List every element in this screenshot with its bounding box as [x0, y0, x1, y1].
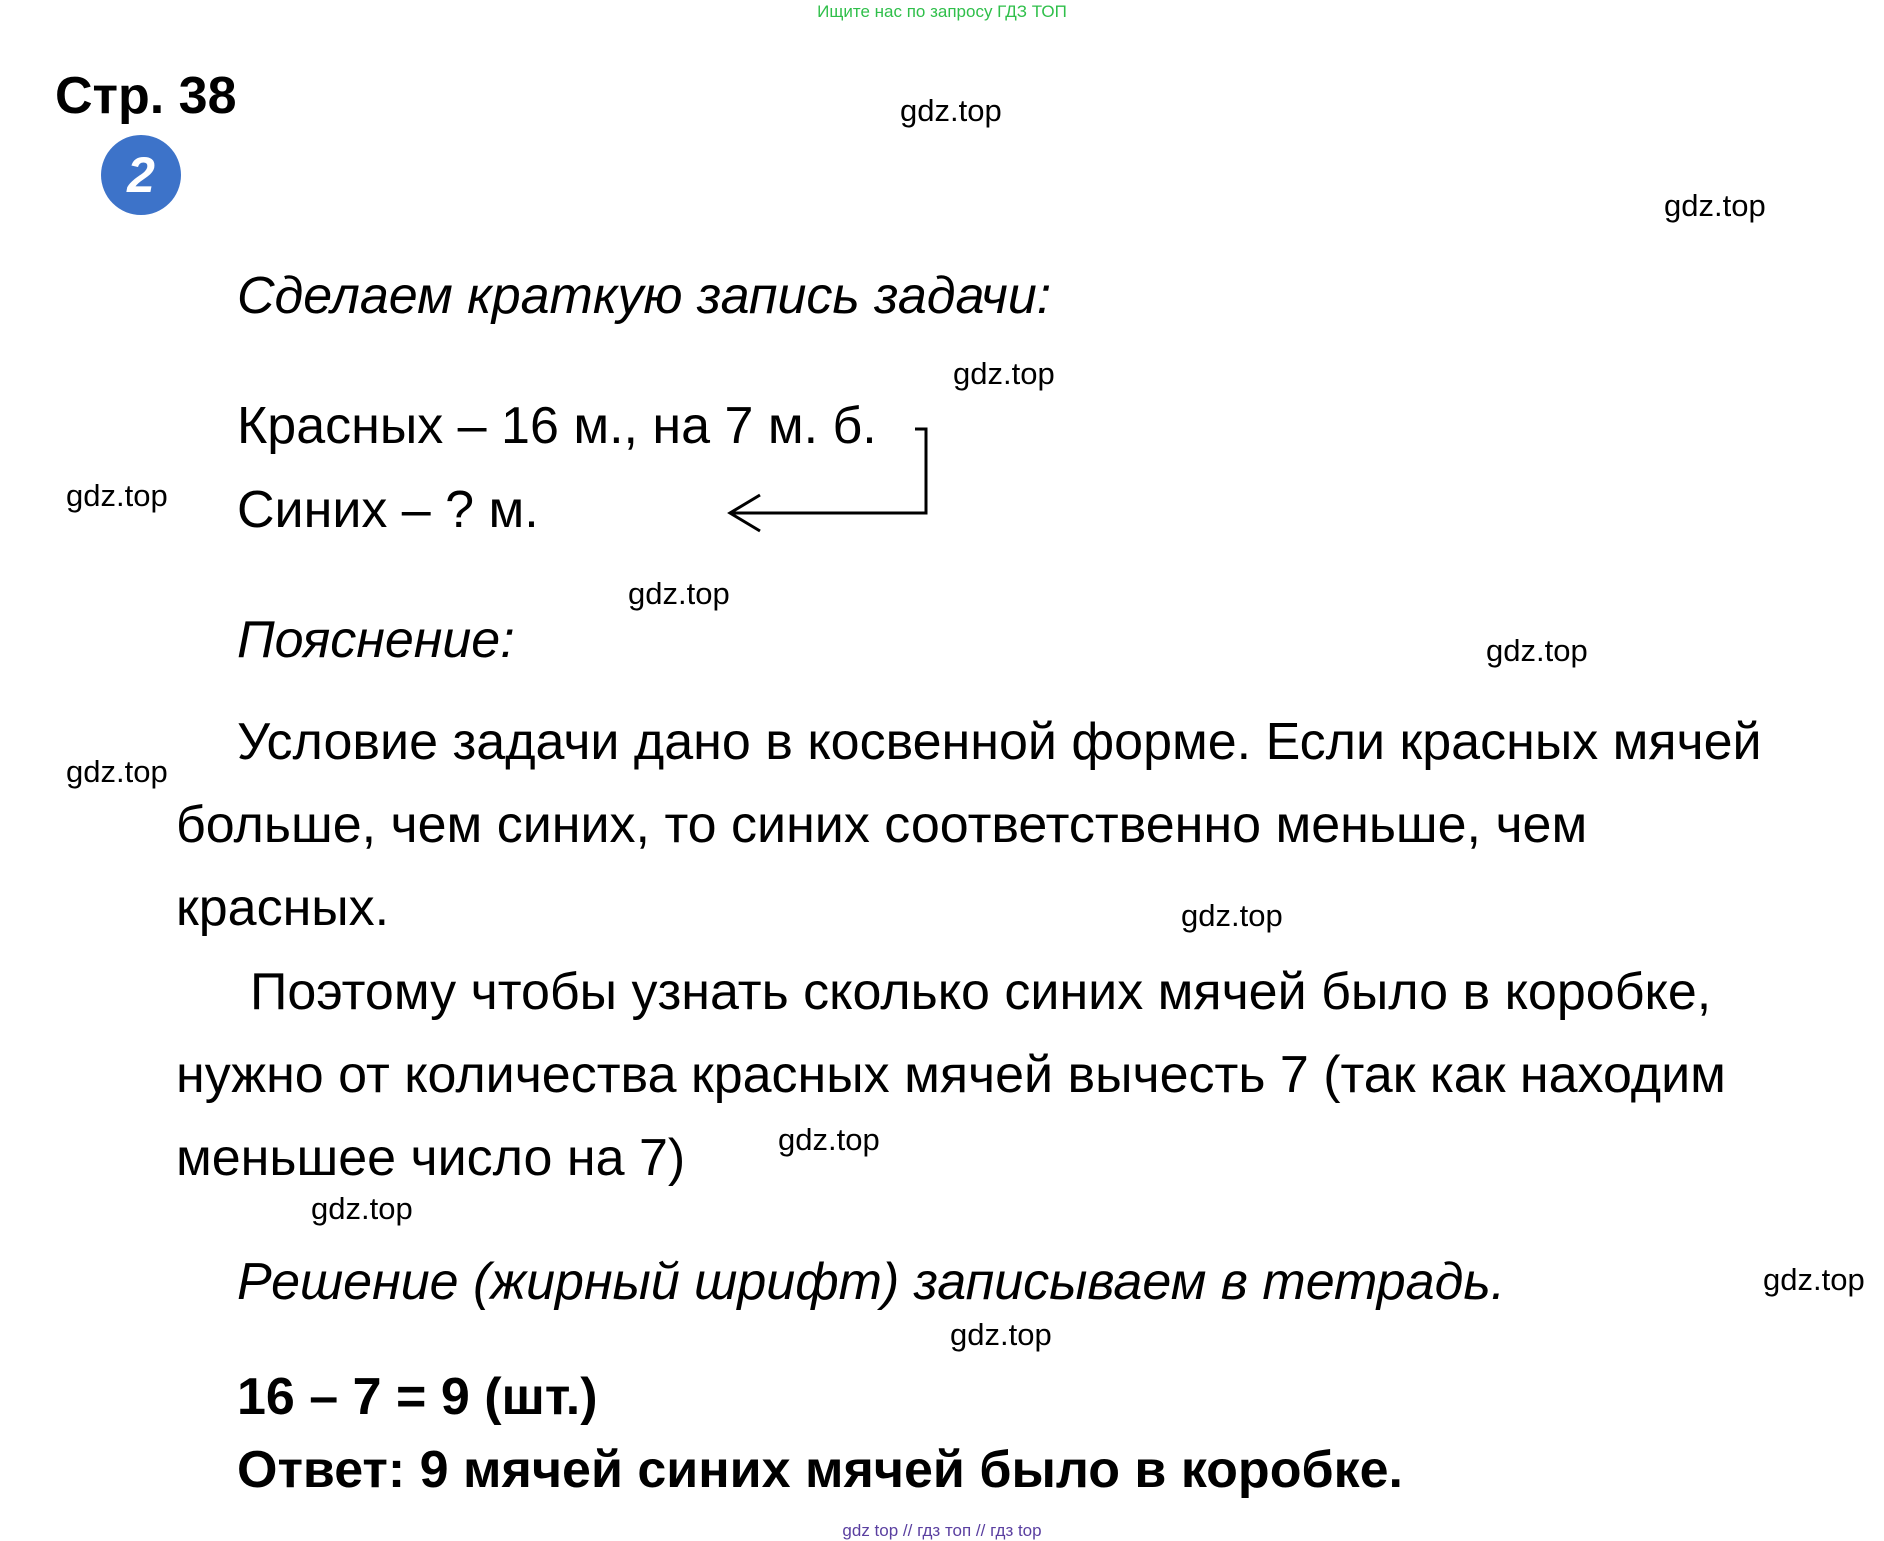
watermark: gdz.top	[66, 754, 168, 789]
explanation-line: Условие задачи дано в косвенной форме. Если красных мячей	[237, 713, 1762, 771]
answer-text: Ответ: 9 мячей синих мячей было в коробке.	[237, 1441, 1403, 1499]
explanation-line: больше, чем синих, то синих соответственно меньше, чем	[176, 796, 1588, 854]
explanation-line: красных.	[176, 879, 390, 937]
task-number-badge: 2	[101, 135, 181, 215]
watermark: gdz.top	[628, 576, 730, 611]
solution-equation: 16 – 7 = 9 (шт.)	[237, 1368, 598, 1426]
explanation-heading: Пояснение:	[237, 611, 515, 669]
solution-note: Решение (жирный шрифт) записываем в тетрадь.	[237, 1253, 1506, 1311]
bottom-footer: gdz top // гдз топ // гдз top	[842, 1521, 1042, 1540]
watermark: gdz.top	[900, 93, 1002, 128]
short-record-line-blue: Синих – ? м.	[237, 481, 539, 539]
page-title: Стр. 38	[55, 67, 237, 125]
explanation-line: нужно от количества красных мячей вычесть 7 (так как находим	[176, 1046, 1726, 1104]
watermark: gdz.top	[950, 1317, 1052, 1352]
watermark: gdz.top	[1486, 633, 1588, 668]
comparison-arrow	[700, 410, 930, 530]
watermark: gdz.top	[1664, 188, 1766, 223]
watermark: gdz.top	[66, 478, 168, 513]
intro-text: Сделаем краткую запись задачи:	[237, 267, 1052, 325]
explanation-line: меньшее число на 7)	[176, 1129, 686, 1187]
short-record-line-red: Красных – 16 м., на 7 м. б.	[237, 397, 877, 455]
watermark: gdz.top	[778, 1122, 880, 1157]
watermark: gdz.top	[1763, 1262, 1865, 1297]
watermark: gdz.top	[953, 356, 1055, 391]
watermark: gdz.top	[1181, 898, 1283, 933]
top-banner: Ищите нас по запросу ГДЗ ТОП	[817, 2, 1067, 21]
explanation-line: Поэтому чтобы узнать сколько синих мячей было в коробке,	[250, 963, 1712, 1021]
watermark: gdz.top	[311, 1191, 413, 1226]
